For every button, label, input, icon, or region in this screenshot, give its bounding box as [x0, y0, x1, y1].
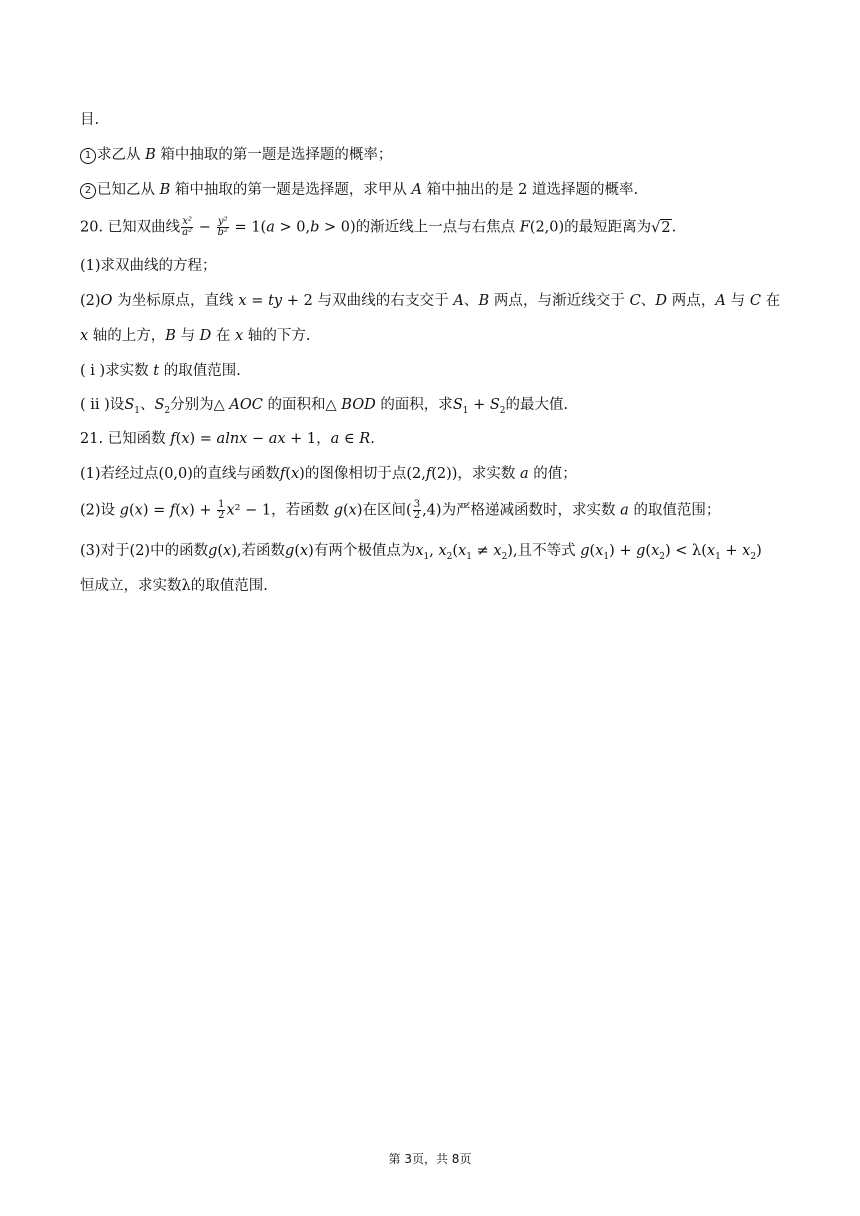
circled-number-2: 2	[80, 183, 96, 199]
text-line-13: (3)对于(2)中的函数g(x),若函数g(x)有两个极值点为$x_1$, $x_2(x_1 \ne x_2)$,且不等式 $g(x_1) + g(x_2) < \lambda(x_1 + x_2)$	[80, 543, 762, 562]
question-21-stem: 21. 已知函数 f(x) = alnx − ax + 1，a ∈ R.	[80, 431, 375, 447]
text-line-14: 恒成立，求实数λ的取值范围.	[80, 578, 268, 594]
text-line-2: 1 求乙从 B 箱中抽取的第一题是选择题的概率；	[80, 145, 392, 165]
question-20-stem: 20. 已知双曲线 $\frac{\text{x²}}{\text{a²}}$ − $\frac{\text{y²}}{\text{b²}}$ = 1(a > 0,b > 0)的渐近线上一点与右焦点 F(2,0)的最短距离为√2.	[80, 216, 677, 238]
page-number: 第 3页，共 8页	[388, 1152, 472, 1166]
page-footer	[0, 1150, 860, 1167]
circled-number-1: 1	[80, 148, 96, 164]
text-line-11: (1)若经过点(0,0)的直线与函数f(x)的图像相切于点(2,f(2))，求实数 a 的值；	[80, 466, 577, 482]
text-line-5: (1)求双曲线的方程；	[80, 258, 217, 274]
text-line-6: (2)O 为坐标原点，直线 x = ty + 2 与双曲线的右支交于 A、B 两点，与渐近线交于 C、D 两点，A 与 C 在	[80, 293, 781, 309]
text-line-12: (2)设 g(x) = f(x) + $\frac{1}{2}$ x² − 1，若函数 g(x)在区间( $\frac{3}{2}$ ,4)为严格递减函数时，求实数 a 的取值范围；	[80, 499, 721, 521]
text-line-9: ( ⅱ )设$S_1$、$S_2$分别为△ AOC 的面积和△ BOD 的面积，求$S_1 + S_2$的最大值.	[80, 397, 569, 416]
text-line-3: 2 已知乙从 B 箱中抽取的第一题是选择题，求甲从 A 箱中抽出的是 2 道选择题的概率.	[80, 180, 638, 200]
text-line-7: x 轴的上方，B 与 D 在 x 轴的下方.	[80, 328, 311, 344]
text-line-1: 目.	[80, 112, 100, 128]
text-line-8: ( ⅰ )求实数 t 的取值范围.	[80, 363, 241, 379]
